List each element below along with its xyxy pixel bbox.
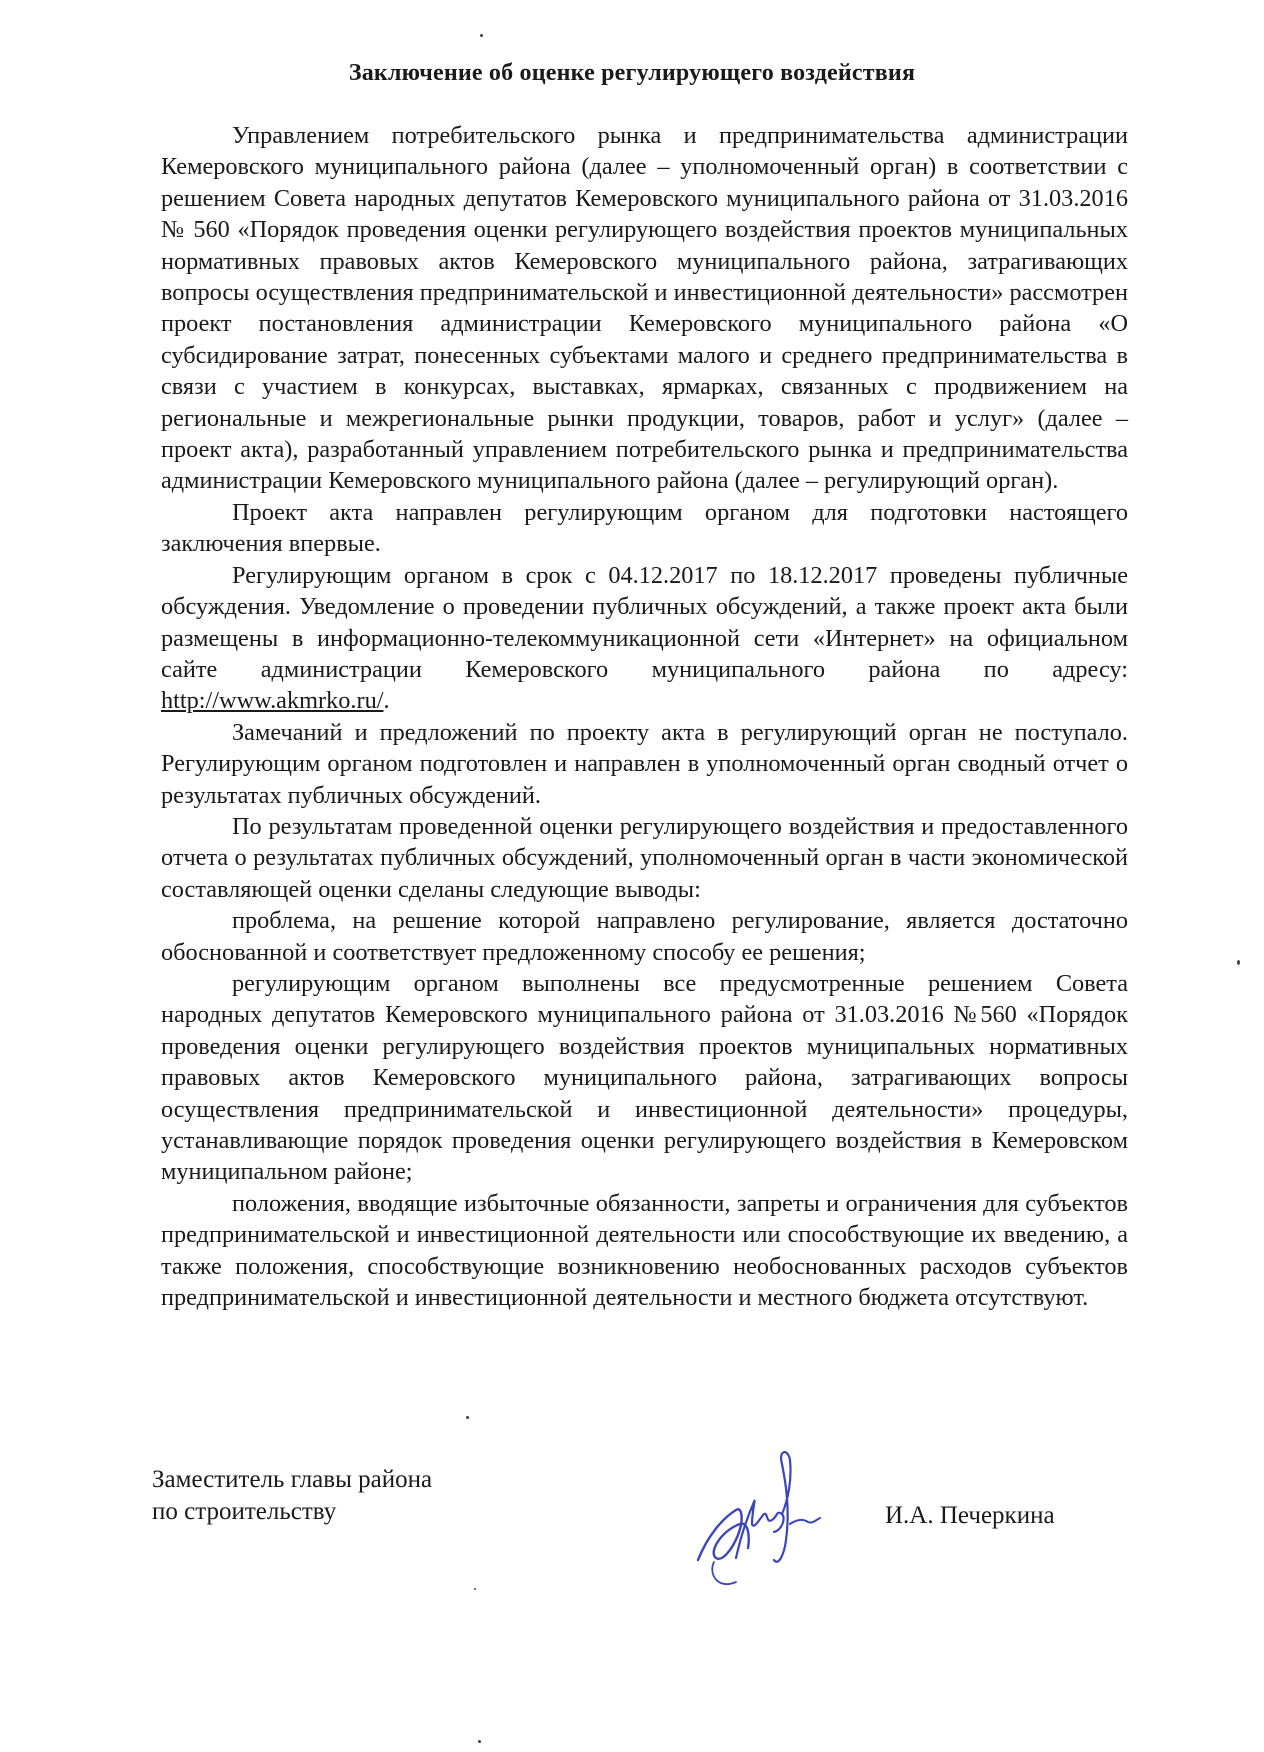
paragraph-conclusions-intro: По результатам проведенной оценки регулирующего воздействия и предоставленного отчета о результатах публичных обсуждений, уполномоченный орган в части экономической составляющей оценки сделаны следующие выводы: (161, 812, 1128, 903)
scan-speck (466, 1416, 469, 1419)
conclusion-item-no-excess: положения, вводящие избыточные обязанности, запреты и ограничения для субъектов предпринимательской и инвестиционной деятельности или способствующие их введению, а также положения, способствующие возникновению необоснованных расходов субъектов предпринимательской и инвестиционной деятельности и местного бюджета отсутствуют. (161, 1189, 1128, 1312)
public-discussion-end: . (383, 687, 390, 715)
handwritten-signature (678, 1440, 848, 1610)
scan-speck (474, 1588, 476, 1590)
scan-speck (480, 34, 483, 37)
signatory-position (152, 1464, 432, 1528)
signatory-position-line2: по строительству (152, 1498, 337, 1525)
signatory-position-line1: Заместитель главы района (152, 1466, 433, 1493)
public-discussion-text: Регулирующим органом в срок с 04.12.2017 по 18.12.2017 проведены публичные обсуждения. Уведомление о проведении публичных обсуждений, а также проект акта были размещены в информационно-телекоммуникационной сети «Интернет» на официальном сайте администрации Кемеровского муниципального района по адресу: (161, 561, 1128, 683)
conclusion-item-procedures: регулирующим органом выполнены все предусмотренные решением Совета народных депутатов Кемеровского муниципального района от 31.03.2016 №560 «Порядок проведения оценки регулирующего воздействия проектов муниципальных нормативных правовых актов Кемеровского муниципального района, затрагивающих вопросы осуществления предпринимательской и инвестиционной деятельности» процедуры, устанавливающие порядок проведения оценки регулирующего воздействия в Кемеровском муниципальном районе; (161, 969, 1128, 1186)
document-title: Заключение об оценке регулирующего воздействия (348, 60, 916, 86)
signatory-name: И.А. Печеркина (885, 1502, 1055, 1529)
paragraph-no-remarks: Замечаний и предложений по проекту акта в регулирующий орган не поступало. Регулирующим органом подготовлен и направлен в уполномоченный орган сводный отчет о результатах публичных обсуждений. (161, 718, 1128, 809)
conclusion-item-problem: проблема, на решение которой направлено регулирование, является достаточно обоснованной и соответствует предложенному способу ее решения; (161, 907, 1128, 966)
scan-speck (1237, 960, 1240, 965)
document-body (161, 120, 1128, 1313)
paragraph-public-discussion (161, 560, 1128, 717)
scan-speck (478, 1740, 481, 1743)
paragraph-first-time: Проект акта направлен регулирующим органом для подготовки настоящего заключения впервые. (161, 498, 1128, 558)
website-link[interactable]: http://www.akmrko.ru/ (161, 687, 384, 715)
paragraph-review: Управлением потребительского рынка и предпринимательства администрации Кемеровского муниципального района (далее – уполномоченный орган) в соответствии с решением Совета народных депутатов Кемеровского муниципального района от 31.03.2016 № 560 «Порядок проведения оценки регулирующего воздействия проектов муниципальных нормативных правовых актов Кемеровского муниципального района, затрагивающих вопросы осуществления предпринимательской и инвестиционной деятельности» рассмотрен проект постановления администрации Кемеровского муниципального района «О субсидирование затрат, понесенных субъектами малого и среднего предпринимательства в связи с участием в конкурсах, выставках, ярмарках, связанных с продвижением на региональные и межрегиональные рынки продукции, товаров, работ и услуг» (далее – проект акта), разработанный управлением потребительского рынка и предпринимательства администрации Кемеровского муниципального района (далее – регулирующий орган). (161, 122, 1128, 495)
